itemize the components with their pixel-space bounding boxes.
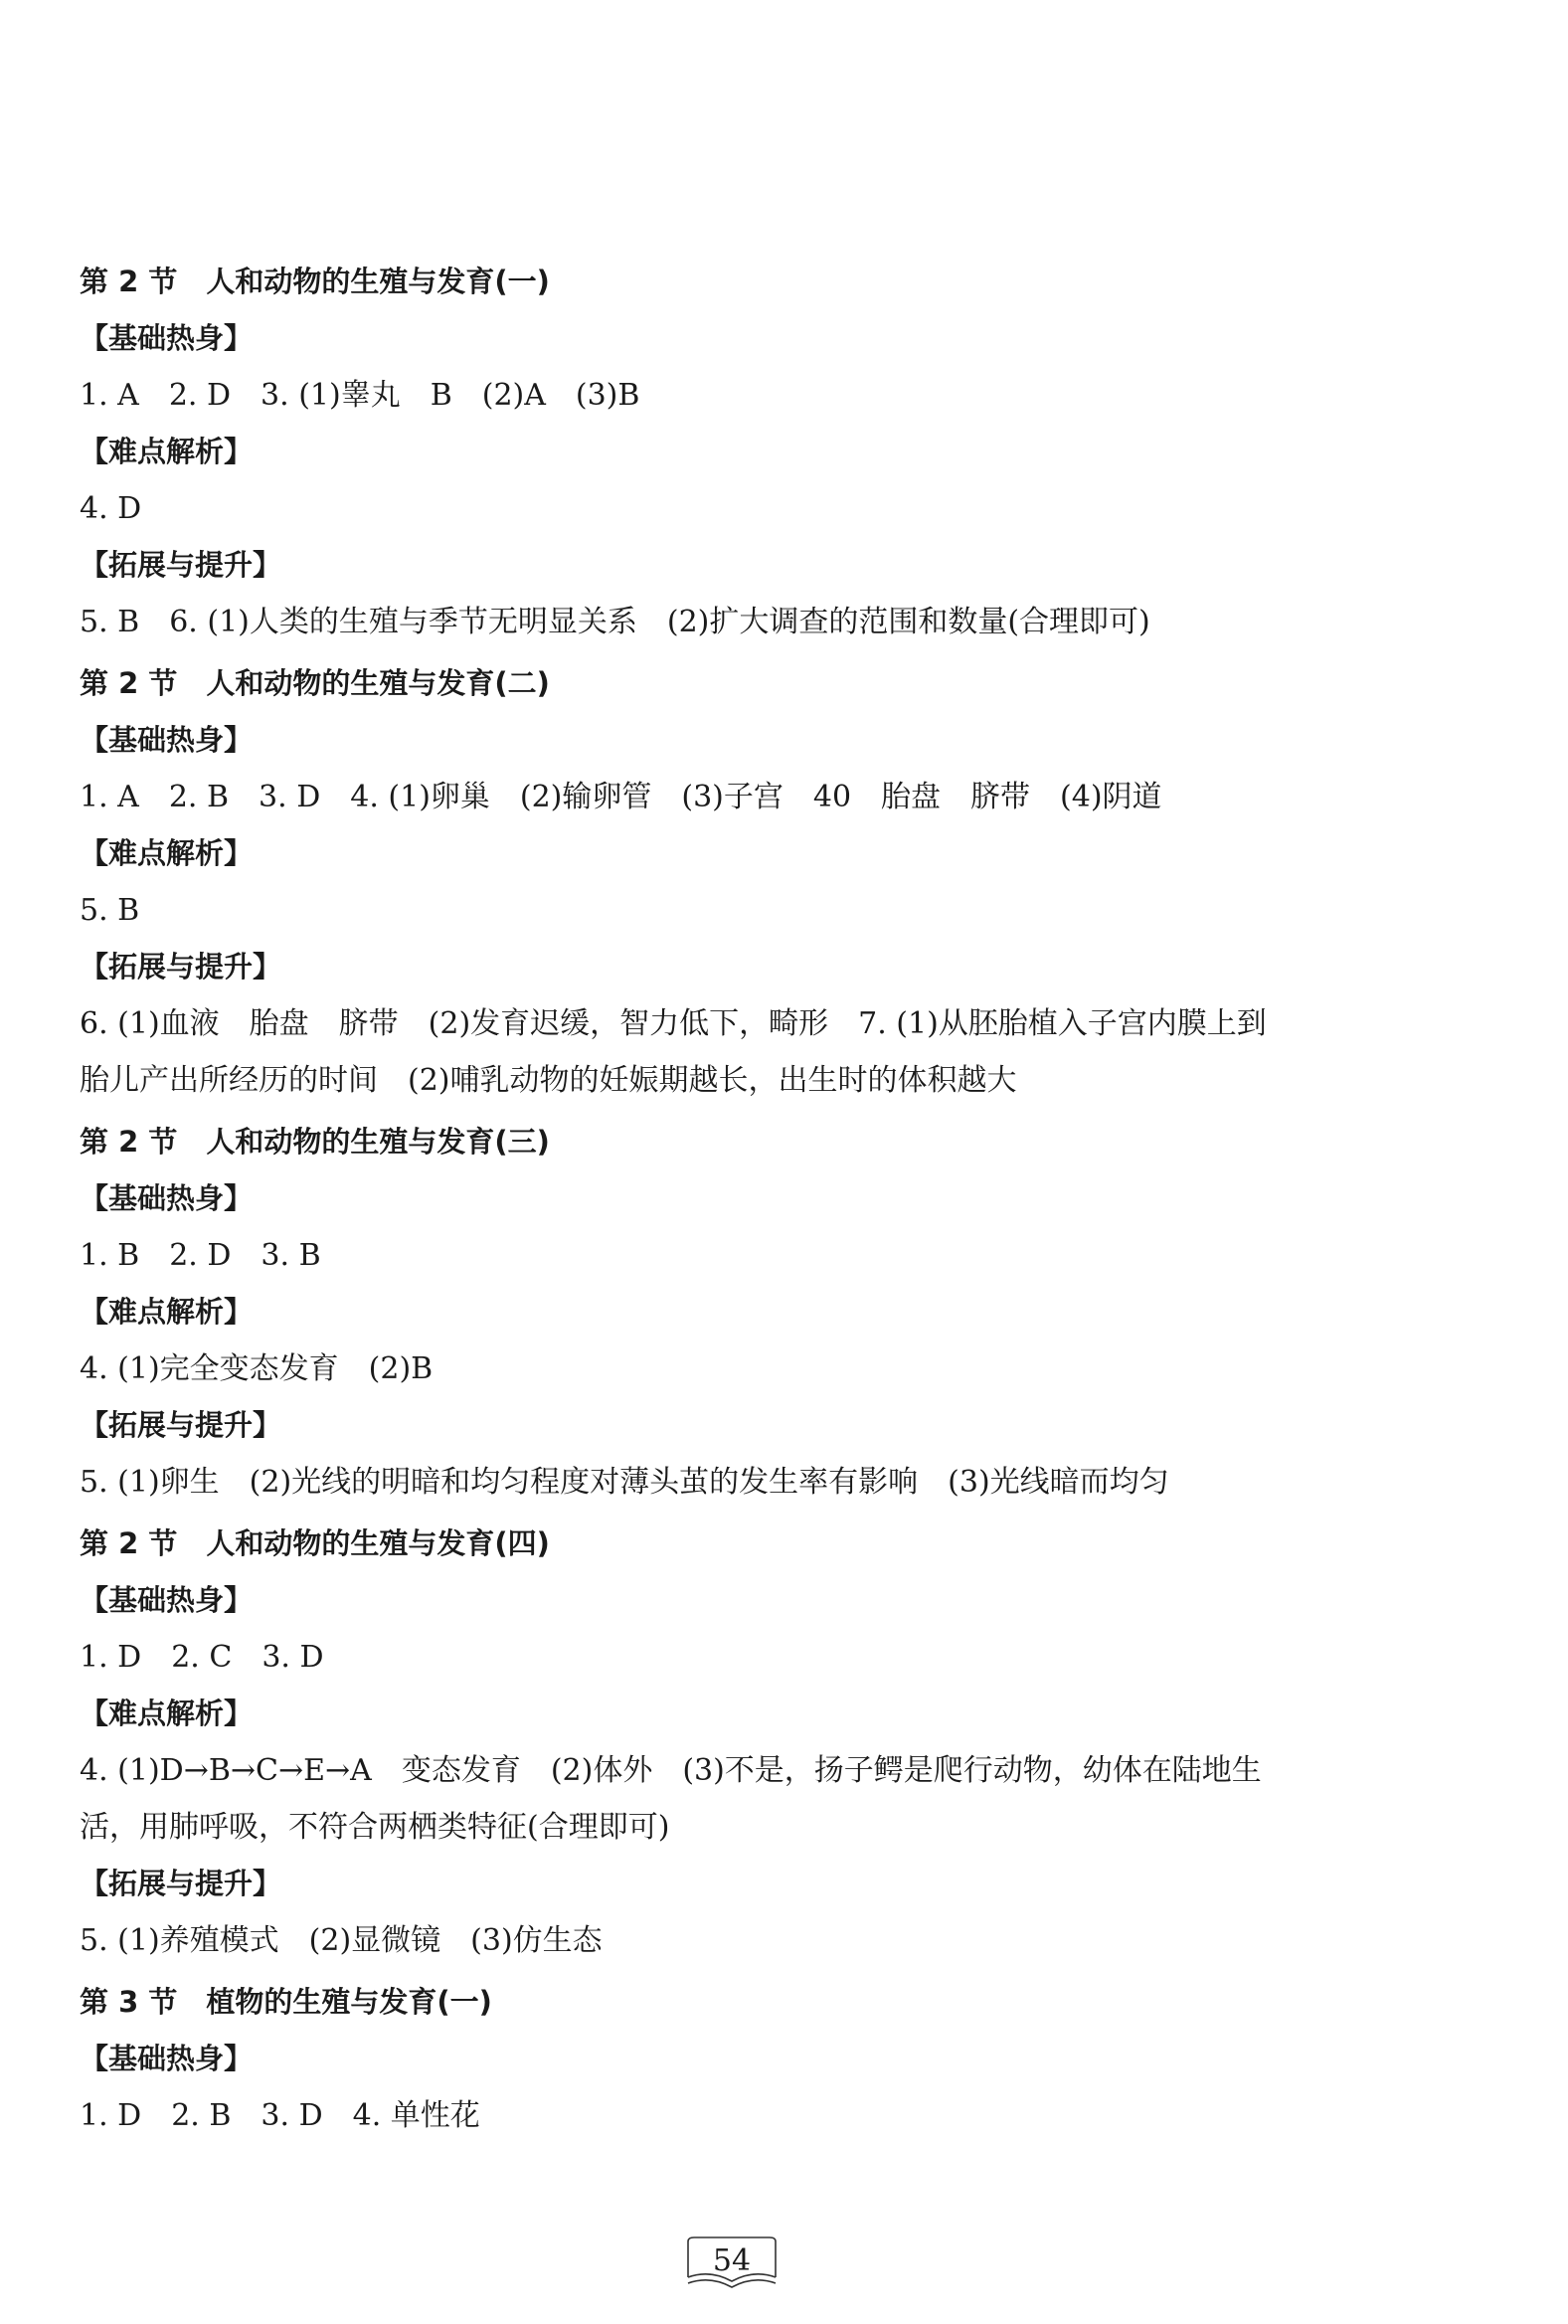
answer-line: 1. D 2. B 3. D 4. 单性花 — [80, 2098, 480, 2133]
answer-line: 5. (1)养殖模式 (2)显微镜 (3)仿生态 — [80, 1923, 603, 1958]
subsection-heading: 【基础热身】 — [80, 2042, 254, 2075]
subsection-heading: 【拓展与提升】 — [80, 548, 282, 582]
subsection-heading: 【拓展与提升】 — [80, 1408, 282, 1442]
subsection-heading: 【基础热身】 — [80, 1583, 254, 1617]
subsection-heading: 【基础热身】 — [80, 1181, 254, 1215]
section-title: 第 3 节 植物的生殖与发育(一) — [80, 1985, 492, 2019]
subsection-heading: 【基础热身】 — [80, 321, 254, 355]
answer-line: 4. D — [80, 491, 142, 526]
section-title: 第 2 节 人和动物的生殖与发育(二) — [80, 666, 550, 700]
answer-line: 5. B — [80, 893, 140, 928]
answer-line: 活，用肺呼吸，不符合两栖类特征(合理即可) — [80, 1810, 670, 1845]
subsection-heading: 【拓展与提升】 — [80, 950, 282, 983]
section-title: 第 2 节 人和动物的生殖与发育(三) — [80, 1125, 550, 1159]
answer-line: 5. B 6. (1)人类的生殖与季节无明显关系 (2)扩大调查的范围和数量(合理即可) — [80, 605, 1150, 639]
subsection-heading: 【拓展与提升】 — [80, 1867, 282, 1900]
answer-content — [80, 249, 1442, 2144]
subsection-heading: 【难点解析】 — [80, 1295, 254, 1329]
answer-line: 1. B 2. D 3. B — [80, 1238, 321, 1273]
section-title: 第 2 节 人和动物的生殖与发育(四) — [80, 1526, 550, 1560]
answer-line: 4. (1)D→B→C→E→A 变态发育 (2)体外 (3)不是，扬子鳄是爬行动物，幼体在陆地生 — [80, 1753, 1262, 1788]
answer-line: 1. D 2. C 3. D — [80, 1640, 324, 1675]
section-title: 第 2 节 人和动物的生殖与发育(一) — [80, 265, 550, 298]
answer-line: 6. (1)血液 胎盘 脐带 (2)发育迟缓，智力低下，畸形 7. (1)从胚胎植入子宫内膜上到 — [80, 1006, 1267, 1041]
page-number-text: 54 — [712, 2243, 752, 2278]
answer-line: 胎儿产出所经历的时间 (2)哺乳动物的妊娠期越长，出生时的体积越大 — [80, 1063, 1017, 1098]
subsection-heading: 【难点解析】 — [80, 836, 254, 870]
subsection-heading: 【基础热身】 — [80, 723, 254, 757]
answer-line: 1. A 2. B 3. D 4. (1)卵巢 (2)输卵管 (3)子宫 40 胎盘 脐带 (4)阴道 — [80, 780, 1162, 814]
answer-line: 5. (1)卵生 (2)光线的明暗和均匀程度对薄头茧的发生率有影响 (3)光线暗而均匀 — [80, 1465, 1169, 1500]
answer-line: 1. A 2. D 3. (1)睾丸 B (2)A (3)B — [80, 378, 640, 413]
subsection-heading: 【难点解析】 — [80, 435, 254, 468]
subsection-heading: 【难点解析】 — [80, 1697, 254, 1730]
page-number — [684, 2235, 780, 2291]
answer-line: 4. (1)完全变态发育 (2)B — [80, 1351, 434, 1386]
